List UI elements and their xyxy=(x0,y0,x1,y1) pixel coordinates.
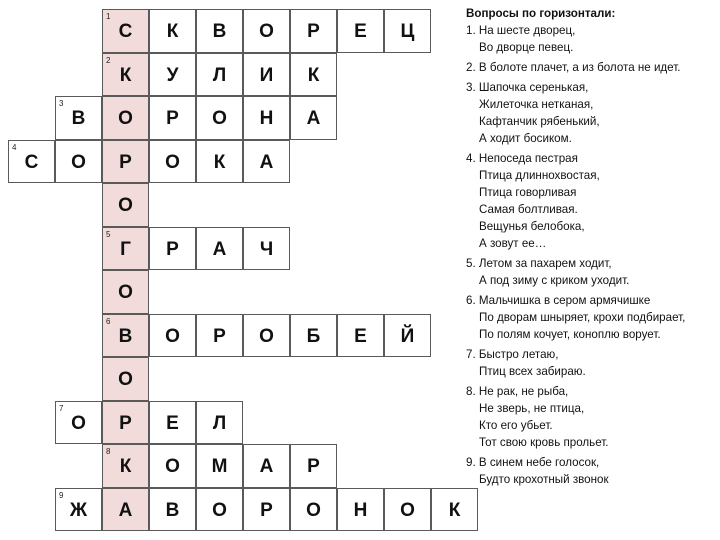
crossword-cell[interactable] xyxy=(290,444,337,488)
crossword-cell[interactable] xyxy=(196,401,243,445)
question-line: 6. Мальчишка в сером армячишке xyxy=(466,294,651,307)
cell-letter: Р xyxy=(307,21,320,43)
question-item xyxy=(466,150,720,252)
questions-panel xyxy=(466,5,720,491)
cell-letter: О xyxy=(165,325,180,347)
question-line: По дворам шныряет, крохи подбирает, xyxy=(479,311,686,324)
cell-letter: О xyxy=(118,282,133,304)
cell-letter: Ч xyxy=(259,238,274,260)
crossword-cell[interactable] xyxy=(55,140,102,184)
crossword-cell[interactable] xyxy=(243,96,290,140)
cell-letter: Р xyxy=(166,238,179,260)
question-line: 2. В болоте плачет, а из болота не идет. xyxy=(466,61,681,74)
crossword-cell[interactable] xyxy=(102,9,149,53)
crossword-cell[interactable] xyxy=(149,444,196,488)
crossword-cell[interactable] xyxy=(243,53,290,97)
cell-letter: К xyxy=(448,499,461,521)
crossword-cell[interactable] xyxy=(149,488,196,532)
clue-number: 1 xyxy=(106,12,111,21)
crossword-cell[interactable] xyxy=(290,488,337,532)
crossword-cell[interactable] xyxy=(243,314,290,358)
cell-letter: В xyxy=(118,325,133,347)
question-line: Птиц всех забираю. xyxy=(479,365,586,378)
question-line: По полям кочует, коноплю ворует. xyxy=(479,328,661,341)
cell-letter: Р xyxy=(260,499,273,521)
question-line: 9. В синем небе голосок, xyxy=(466,456,600,469)
crossword-cell[interactable] xyxy=(243,444,290,488)
crossword-cell[interactable] xyxy=(102,314,149,358)
cell-letter: Р xyxy=(166,108,179,130)
crossword-cell[interactable] xyxy=(149,140,196,184)
question-line: Во дворце певец. xyxy=(479,41,574,54)
cell-letter: Г xyxy=(120,238,131,260)
question-line: 7. Быстро летаю, xyxy=(466,348,559,361)
question-item xyxy=(466,22,720,56)
cell-letter: С xyxy=(24,151,39,173)
crossword-cell[interactable] xyxy=(337,9,384,53)
crossword-cell[interactable] xyxy=(196,444,243,488)
crossword-cell[interactable] xyxy=(55,401,102,445)
clue-number: 7 xyxy=(59,403,64,413)
crossword-cell[interactable] xyxy=(384,314,431,358)
question-line: 5. Летом за пахарем ходит, xyxy=(466,257,612,270)
cell-letter: А xyxy=(212,238,227,260)
crossword-cell[interactable] xyxy=(149,227,196,271)
cell-letter: Н xyxy=(353,499,368,521)
crossword-cell[interactable] xyxy=(243,9,290,53)
questions-title: Вопросы по горизонтали: xyxy=(466,7,616,20)
crossword-cell[interactable] xyxy=(196,314,243,358)
crossword-cell[interactable] xyxy=(149,314,196,358)
cell-letter: И xyxy=(259,64,274,86)
cell-letter: Р xyxy=(307,456,320,478)
cell-letter: К xyxy=(213,151,226,173)
question-line: 1. На шесте дворец, xyxy=(466,24,576,37)
question-item xyxy=(466,59,720,76)
cell-letter: О xyxy=(165,151,180,173)
cell-letter: А xyxy=(306,108,321,130)
crossword-cell[interactable] xyxy=(196,140,243,184)
cell-letter: К xyxy=(119,456,132,478)
question-item xyxy=(466,346,720,380)
crossword-cell[interactable] xyxy=(8,140,55,184)
cell-letter: Ж xyxy=(69,499,88,521)
cell-letter: О xyxy=(212,108,227,130)
cell-letter: М xyxy=(211,456,228,478)
clue-number: 3 xyxy=(59,99,64,108)
crossword-cell[interactable] xyxy=(102,183,149,227)
cell-letter: О xyxy=(400,499,415,521)
cell-letter: К xyxy=(307,64,320,86)
cell-letter: О xyxy=(212,499,227,521)
cell-letter: О xyxy=(71,151,86,173)
cell-letter: Е xyxy=(166,412,179,434)
crossword-cell[interactable] xyxy=(55,96,102,140)
clue-number: 6 xyxy=(106,316,111,326)
cell-letter: Р xyxy=(119,412,132,434)
clue-number: 4 xyxy=(12,142,17,152)
cell-letter: Н xyxy=(259,108,274,130)
clue-number: 5 xyxy=(106,229,111,239)
crossword-cell[interactable] xyxy=(102,444,149,488)
question-line: А ходит босиком. xyxy=(479,132,572,145)
cell-letter: В xyxy=(212,21,227,43)
cell-letter: О xyxy=(118,195,133,217)
cell-letter: Р xyxy=(213,325,226,347)
crossword-cell[interactable] xyxy=(102,53,149,97)
question-item xyxy=(466,79,720,147)
crossword-cell[interactable] xyxy=(102,488,149,532)
question-line: Птица длиннохвостая, xyxy=(479,169,600,182)
cell-letter: О xyxy=(71,412,86,434)
crossword-cell[interactable] xyxy=(290,314,337,358)
crossword-cell[interactable] xyxy=(384,488,431,532)
question-line: Самая болтливая. xyxy=(479,203,578,216)
crossword-cell[interactable] xyxy=(243,227,290,271)
question-item xyxy=(466,255,720,289)
cell-letter: О xyxy=(118,369,133,391)
cell-letter: Е xyxy=(354,325,367,347)
question-line: Жилеточка нетканая, xyxy=(479,98,594,111)
cell-letter: К xyxy=(166,21,179,43)
cell-letter: Б xyxy=(306,325,321,347)
question-item xyxy=(466,292,720,343)
clue-number: 9 xyxy=(59,490,64,500)
crossword-cell[interactable] xyxy=(290,96,337,140)
crossword-cell[interactable] xyxy=(149,53,196,97)
crossword-cell[interactable] xyxy=(290,9,337,53)
crossword-cell[interactable] xyxy=(102,227,149,271)
crossword-cell[interactable] xyxy=(290,53,337,97)
cell-letter: Е xyxy=(354,21,367,43)
cell-letter: Р xyxy=(119,151,132,173)
question-line: 4. Непоседа пестрая xyxy=(466,152,578,165)
cell-letter: А xyxy=(259,151,274,173)
crossword-cell[interactable] xyxy=(149,9,196,53)
crossword-cell[interactable] xyxy=(431,488,478,532)
crossword-cell[interactable] xyxy=(149,401,196,445)
cell-letter: А xyxy=(259,456,274,478)
cell-letter: К xyxy=(119,64,132,86)
cell-letter: Л xyxy=(212,412,227,434)
cell-letter: О xyxy=(118,108,133,130)
question-line: Кафтанчик рябенький, xyxy=(479,115,600,128)
cell-letter: А xyxy=(118,499,133,521)
question-item xyxy=(466,454,720,488)
cell-letter: О xyxy=(165,456,180,478)
cell-letter: В xyxy=(71,108,86,130)
question-line: Тот свою кровь прольет. xyxy=(479,436,609,449)
crossword-cell[interactable] xyxy=(337,314,384,358)
crossword-cell[interactable] xyxy=(102,401,149,445)
crossword-cell[interactable] xyxy=(102,140,149,184)
crossword-cell[interactable] xyxy=(196,53,243,97)
cell-letter: О xyxy=(259,21,274,43)
questions-list xyxy=(466,22,720,488)
crossword-cell[interactable] xyxy=(196,9,243,53)
crossword-cell[interactable] xyxy=(384,9,431,53)
question-line: А под зиму с криком уходит. xyxy=(479,274,630,287)
question-line: Вещунья белобока, xyxy=(479,220,585,233)
crossword-cell[interactable] xyxy=(55,488,102,532)
crossword-cell[interactable] xyxy=(243,140,290,184)
crossword-cell[interactable] xyxy=(196,488,243,532)
crossword-cell[interactable] xyxy=(196,227,243,271)
question-line: Птица говорливая xyxy=(479,186,577,199)
question-line: Кто его убьет. xyxy=(479,419,553,432)
question-line: 8. Не рак, не рыба, xyxy=(466,385,569,398)
crossword-cell[interactable] xyxy=(337,488,384,532)
clue-number: 2 xyxy=(106,55,111,65)
question-line: А зовут ее… xyxy=(479,237,547,250)
question-line: Не зверь, не птица, xyxy=(479,402,585,415)
cell-letter: О xyxy=(259,325,274,347)
crossword-cell[interactable] xyxy=(102,270,149,314)
question-line: Будто крохотный звонок xyxy=(479,473,609,486)
cell-letter: Й xyxy=(400,325,415,347)
cell-letter: Л xyxy=(212,64,227,86)
crossword-cell[interactable] xyxy=(102,96,149,140)
crossword-cell[interactable] xyxy=(102,357,149,401)
cell-letter: Ц xyxy=(400,21,415,43)
crossword-cell[interactable] xyxy=(196,96,243,140)
question-line: 3. Шапочка серенькая, xyxy=(466,81,589,94)
cell-letter: У xyxy=(166,64,179,86)
cell-letter: О xyxy=(306,499,321,521)
question-item xyxy=(466,383,720,451)
cell-letter: С xyxy=(118,21,133,43)
crossword-cell[interactable] xyxy=(149,96,196,140)
crossword-cell[interactable] xyxy=(243,488,290,532)
cell-letter: В xyxy=(165,499,180,521)
clue-number: 8 xyxy=(106,447,111,456)
